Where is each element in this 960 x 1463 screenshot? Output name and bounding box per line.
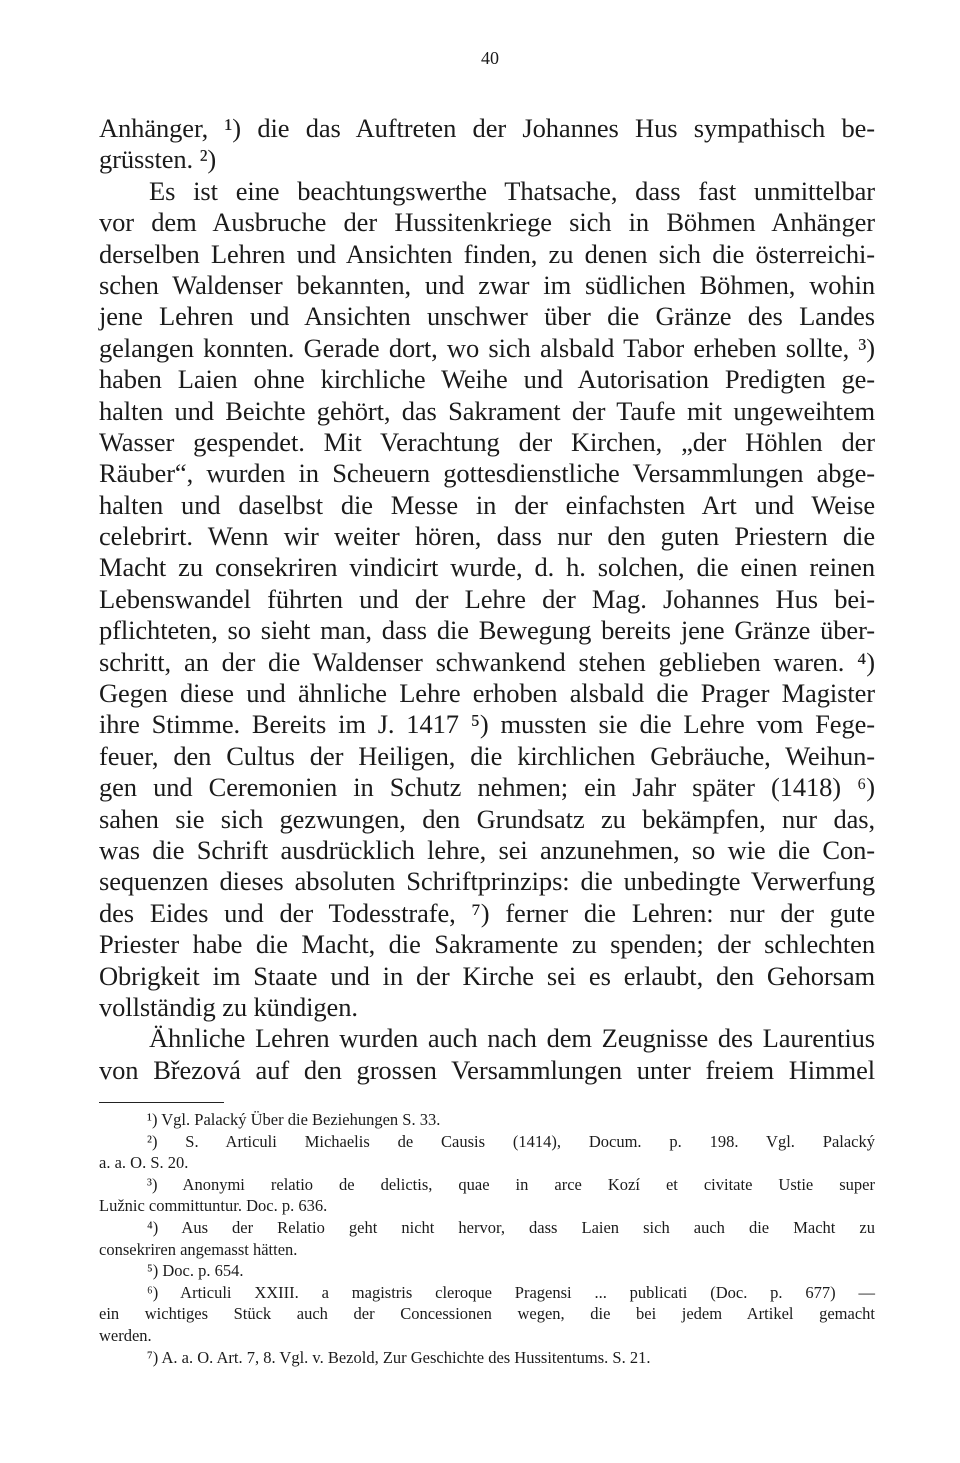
body-line: von Březová auf den grossen Versammlungen unter freiem Himmel xyxy=(99,1054,875,1085)
body-line: gen und Ceremonien in Schutz nehmen; ein Jahr später (1418) ⁶) xyxy=(99,772,875,803)
body-line: schen Waldenser bekannten, und zwar im südlichen Böhmen, wohin xyxy=(99,269,875,300)
body-line: Gegen diese und ähnliche Lehre erhoben alsbald die Prager Magister xyxy=(99,678,875,709)
body-line: derselben Lehren und Ansichten finden, zu denen sich die österreichi- xyxy=(99,238,875,269)
footnotes xyxy=(99,1109,875,1368)
body-line: feuer, den Cultus der Heiligen, die kirchlichen Gebräuche, Weihun- xyxy=(99,740,875,771)
body-line: sahen sie sich gezwungen, den Grundsatz zu bekämpfen, nur das, xyxy=(99,803,875,834)
footnote-line: ⁶) Articuli XXIII. a magistris cleroque Pragensi ... publicati (Doc. p. 677) — xyxy=(147,1282,875,1302)
body-line: Es ist eine beachtungswerthe Thatsache, dass fast unmittelbar xyxy=(149,175,875,206)
footnote-separator xyxy=(99,1102,224,1103)
body-line: schritt, an der die Waldenser schwankend stehen geblieben waren. ⁴) xyxy=(99,646,875,677)
body-line: halten und Beichte gehört, das Sakrament der Taufe mit ungeweihtem xyxy=(99,395,875,426)
body-line: grüssten. ²) xyxy=(99,144,217,175)
page-number: 40 xyxy=(481,48,499,68)
body-line: Räuber“, wurden in Scheuern gottesdienstliche Versammlungen abge- xyxy=(99,458,875,489)
footnote-line: Lužnic committuntur. Doc. p. 636. xyxy=(99,1196,328,1216)
footnote-line: ⁷) A. a. O. Art. 7, 8. Vgl. v. Bezold, Zur Geschichte des Hussitentums. S. 21. xyxy=(147,1347,651,1367)
body-line: sequenzen dieses absoluten Schriftprinzips: die unbedingte Verwerfung xyxy=(99,866,875,897)
body-line: vollständig zu kündigen. xyxy=(99,991,358,1022)
body-line: Obrigkeit im Staate und in der Kirche sei es erlaubt, den Gehorsam xyxy=(99,960,875,991)
body-line: gelangen konnten. Gerade dort, wo sich alsbald Tabor erheben sollte, ³) xyxy=(99,332,875,363)
footnote-line: ⁵) Doc. p. 654. xyxy=(147,1261,244,1281)
body-line: Ähnliche Lehren wurden auch nach dem Zeugnisse des Laurentius xyxy=(149,1023,875,1054)
body-line: Macht zu consekriren vindicirt wurde, d. h. solchen, die einen reinen xyxy=(99,552,875,583)
body-line: Wasser gespendet. Mit Verachtung der Kirchen, „der Höhlen der xyxy=(99,426,875,457)
body-line: des Eides und der Todesstrafe, ⁷) ferner die Lehren: nur der gute xyxy=(99,897,875,928)
body-line: Lebenswandel führten und der Lehre der Mag. Johannes Hus bei- xyxy=(99,583,875,614)
body-line: haben Laien ohne kirchliche Weihe und Autorisation Predigten ge- xyxy=(99,364,875,395)
body-line: celebrirt. Wenn wir weiter hören, dass nur den guten Priestern die xyxy=(99,521,875,552)
body-line: pflichteten, so sieht man, dass die Bewegung bereits jene Gränze über- xyxy=(99,615,875,646)
footnote-line: ³) Anonymi relatio de delictis, quae in arce Kozí et civitate Ustie super xyxy=(147,1174,875,1194)
body-line: halten und daselbst die Messe in der einfachsten Art und Weise xyxy=(99,489,875,520)
body-line: was die Schrift ausdrücklich lehre, sei anzunehmen, so wie die Con- xyxy=(99,834,875,865)
footnote-line: werden. xyxy=(99,1325,152,1345)
body-line: Anhänger, ¹) die das Auftreten der Johannes Hus sympathisch be- xyxy=(99,113,875,143)
footnote-line: a. a. O. S. 20. xyxy=(99,1153,189,1173)
footnote-line: ²) S. Articuli Michaelis de Causis (1414), Docum. p. 198. Vgl. Palacký xyxy=(147,1131,875,1151)
body-text xyxy=(99,113,875,1086)
body-line: jene Lehren und Ansichten unschwer über die Gränze des Landes xyxy=(99,301,875,332)
footnote-line: ⁴) Aus der Relatio geht nicht hervor, dass Laien sich auch die Macht zu xyxy=(147,1217,875,1237)
body-line: Priester habe die Macht, die Sakramente zu spenden; der schlechten xyxy=(99,929,875,960)
footnote-line: consekriren angemasst hätten. xyxy=(99,1239,298,1259)
footnote-line: ein wichtiges Stück auch der Concessionen wegen, die bei jedem Artikel gemacht xyxy=(99,1304,875,1324)
body-line: ihre Stimme. Bereits im J. 1417 ⁵) mussten sie die Lehre vom Fege- xyxy=(99,709,875,740)
body-line: vor dem Ausbruche der Hussitenkriege sich in Böhmen Anhänger xyxy=(99,207,875,238)
footnote-line: ¹) Vgl. Palacký Über die Beziehungen S. 33. xyxy=(147,1110,441,1129)
